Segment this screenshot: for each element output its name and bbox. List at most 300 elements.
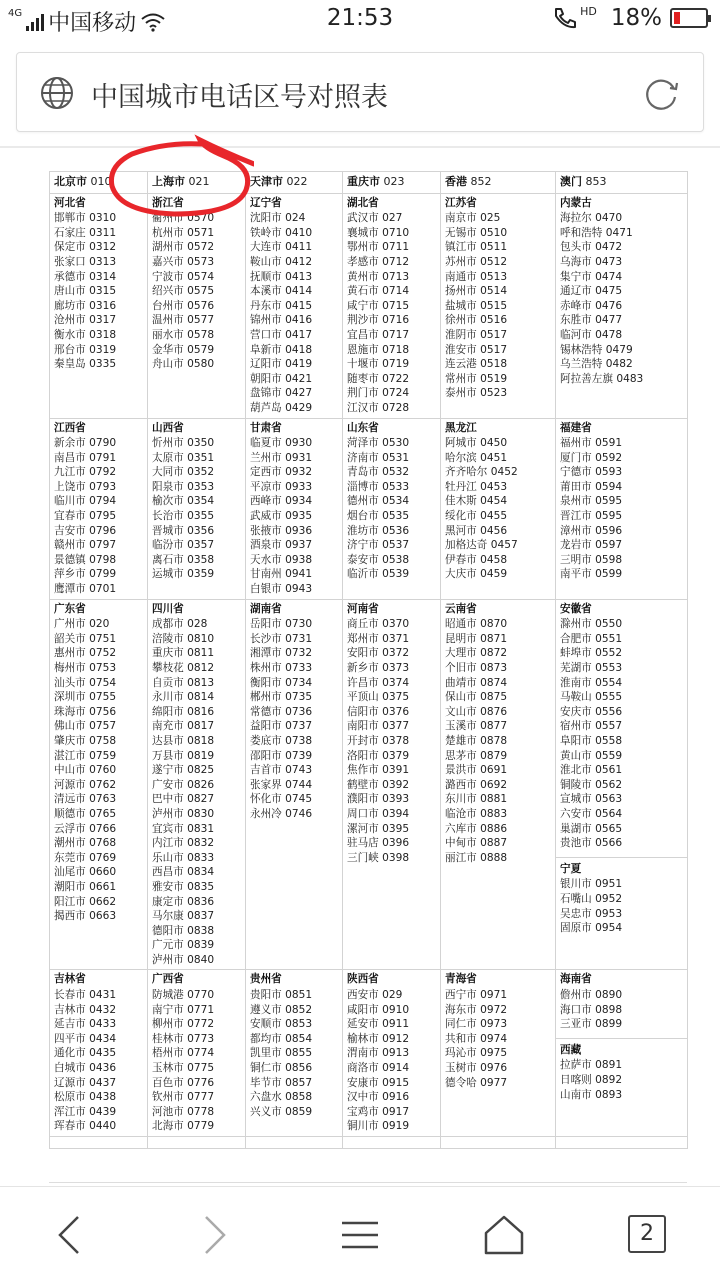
city-code-entry: 安康市 0915	[347, 1076, 410, 1089]
city-code-entry: 白城市 0436	[54, 1062, 117, 1075]
city-code-entry: 淮安市 0517	[445, 343, 508, 356]
city-code-entry: 乌海市 0473	[560, 255, 623, 268]
city-code-entry: 伊春市 0458	[445, 553, 508, 566]
province-cell	[246, 193, 343, 418]
spacer-cell	[556, 1137, 688, 1149]
city-code-entry: 松原市 0438	[54, 1091, 117, 1104]
city-code-entry: 河池市 0778	[152, 1105, 215, 1118]
city-code-entry: 乌兰浩特 0482	[560, 358, 633, 371]
city-code-entry: 衡水市 0318	[54, 328, 117, 341]
city-code-entry: 盘锦市 0427	[250, 387, 313, 400]
city-code-entry: 兰州市 0931	[250, 451, 313, 464]
city-code-entry: 阿拉善左旗 0483	[560, 372, 644, 385]
city-code-entry: 江汉市 0728	[347, 401, 410, 414]
city-code-entry: 长沙市 0731	[250, 632, 313, 645]
city-code-entry: 蚌埠市 0552	[560, 647, 623, 660]
province-name: 湖北省	[347, 196, 379, 209]
spacer-cell	[343, 1137, 441, 1149]
province-name: 甘肃省	[250, 421, 282, 434]
city-code-entry: 都均市 0854	[250, 1032, 313, 1045]
city-code-entry: 玉林市 0775	[152, 1062, 215, 1075]
city-code-entry: 衡阳市 0734	[250, 676, 313, 689]
city-code-entry: 北海市 0779	[152, 1120, 215, 1133]
city-code-entry: 嘉兴市 0573	[152, 255, 215, 268]
status-time: 21:53	[326, 5, 394, 31]
city-code-entry: 佛山市 0757	[54, 720, 117, 733]
city-code-entry: 襄城市 0710	[347, 226, 410, 239]
city-code-entry: 石嘴山 0952	[560, 892, 623, 905]
city-code-entry: 淮北市 0561	[560, 764, 623, 777]
city-code-entry: 济宁市 0537	[347, 539, 410, 552]
province-cell	[246, 970, 343, 1137]
city-code-entry: 马尔康 0837	[152, 910, 215, 923]
city-code-entry: 铜陵市 0562	[560, 778, 623, 791]
city-code-entry: 包头市 0472	[560, 241, 623, 254]
province-cell	[343, 418, 441, 599]
province-row	[50, 193, 688, 418]
city-code-entry: 银川市 0951	[560, 878, 623, 891]
city-code-entry: 六安市 0564	[560, 807, 623, 820]
globe-icon	[39, 75, 75, 111]
city-code-entry: 汕尾市 0660	[54, 866, 117, 879]
city-code-entry: 淮南市 0554	[560, 676, 623, 689]
city-code-entry: 铜仁市 0856	[250, 1062, 313, 1075]
city-code-entry: 宣城市 0563	[560, 793, 623, 806]
city-code-entry: 吴忠市 0953	[560, 907, 623, 920]
province-name: 贵州省	[250, 973, 282, 986]
city-code-entry: 玛沁市 0975	[445, 1047, 508, 1060]
city-code-entry: 呼和浩特 0471	[560, 226, 633, 239]
city-code-entry: 安顺市 0853	[250, 1018, 313, 1031]
city-code-entry: 德令哈 0977	[445, 1076, 508, 1089]
city-code-entry: 榆次市 0354	[152, 495, 215, 508]
city-code-entry: 潮阳市 0661	[54, 880, 117, 893]
province-name: 山东省	[347, 421, 379, 434]
city-code-entry: 营口市 0417	[250, 328, 313, 341]
province-cell	[50, 418, 148, 599]
city-code-entry: 深圳市 0755	[54, 691, 117, 704]
province-name: 广西省	[152, 973, 184, 986]
city-code-entry: 珲春市 0440	[54, 1120, 117, 1133]
city-code-entry: 宿州市 0557	[560, 720, 623, 733]
city-code-entry: 通辽市 0475	[560, 285, 623, 298]
city-code-entry: 三亚市 0899	[560, 1018, 623, 1031]
city-code-entry: 商丘市 0370	[347, 618, 410, 631]
city-code-entry: 河源市 0762	[54, 778, 117, 791]
menu-icon[interactable]	[336, 1211, 384, 1259]
city-code-entry: 清远市 0763	[54, 793, 117, 806]
city-code-entry: 成都市 028	[152, 618, 208, 631]
city-code-entry: 丽江市 0888	[445, 851, 508, 864]
city-code-entry: 本溪市 0414	[250, 285, 313, 298]
city-code-entry: 武汉市 027	[347, 212, 403, 225]
city-code-entry: 文山市 0876	[445, 705, 508, 718]
area-code-table	[49, 171, 688, 1149]
city-code-entry: 丽水市 0578	[152, 328, 215, 341]
city-code-entry: 朝阳市 0421	[250, 372, 313, 385]
city-code-entry: 阳泉市 0353	[152, 480, 215, 493]
browser-nav-bar	[0, 1186, 720, 1280]
battery-percent: 18%	[610, 5, 662, 31]
city-code-entry: 孝感市 0712	[347, 255, 410, 268]
city-code-entry: 自贡市 0813	[152, 676, 215, 689]
city-code-entry: 咸宁市 0715	[347, 299, 410, 312]
home-icon[interactable]	[480, 1211, 528, 1259]
city-code-entry: 衢州市 0570	[152, 212, 215, 225]
status-right	[552, 5, 708, 31]
city-code-entry: 儋州市 0890	[560, 989, 623, 1002]
province-cell	[556, 418, 688, 599]
city-code-entry: 怀化市 0745	[250, 793, 313, 806]
province-cell	[50, 970, 148, 1137]
city-code-entry: 韶关市 0751	[54, 632, 117, 645]
city-code-entry: 雅安市 0835	[152, 880, 215, 893]
city-code-entry: 济南市 0531	[347, 451, 410, 464]
city-code-entry: 海东市 0972	[445, 1003, 508, 1016]
city-code-entry: 鞍山市 0412	[250, 255, 313, 268]
header-cell: 天津市 022	[246, 172, 343, 194]
spacer-cell	[148, 1137, 246, 1149]
reload-icon[interactable]	[643, 75, 681, 113]
city-code-entry: 驻马店 0396	[347, 837, 410, 850]
city-code-entry: 上饶市 0793	[54, 480, 117, 493]
city-code-entry: 铜川市 0919	[347, 1120, 410, 1133]
city-code-entry: 西宁市 0971	[445, 989, 508, 1002]
city-code-entry: 德州市 0534	[347, 495, 410, 508]
city-code-entry: 牡丹江 0453	[445, 480, 508, 493]
city-code-entry: 达县市 0818	[152, 734, 215, 747]
city-code-entry: 荆门市 0724	[347, 387, 410, 400]
city-code-entry: 晋城市 0356	[152, 524, 215, 537]
city-code-entry: 淮坊市 0536	[347, 524, 410, 537]
province-name: 海南省	[560, 973, 592, 986]
table-spacer-row	[50, 1137, 688, 1149]
city-code-entry: 宜春市 0795	[54, 510, 117, 523]
city-code-entry: 大理市 0872	[445, 647, 508, 660]
city-code-entry: 临川市 0794	[54, 495, 117, 508]
province-cell	[556, 599, 688, 970]
city-code-entry: 防城港 0770	[152, 989, 215, 1002]
city-code-entry: 宝鸡市 0917	[347, 1105, 410, 1118]
city-code-entry: 温州市 0577	[152, 314, 215, 327]
spacer-cell	[441, 1137, 556, 1149]
province-name: 青海省	[445, 973, 477, 986]
city-code-entry: 焦作市 0391	[347, 764, 410, 777]
city-code-entry: 邯郸市 0310	[54, 212, 117, 225]
city-code-entry: 南平市 0599	[560, 568, 623, 581]
city-code-entry: 沈阳市 024	[250, 212, 306, 225]
city-code-entry: 大同市 0352	[152, 466, 215, 479]
city-code-entry: 临夏市 0930	[250, 437, 313, 450]
city-code-entry: 常德市 0736	[250, 705, 313, 718]
city-code-entry: 临沂市 0539	[347, 568, 410, 581]
city-code-entry: 安庆市 0556	[560, 705, 623, 718]
province-name: 四川省	[152, 602, 184, 615]
city-code-entry: 个旧市 0873	[445, 662, 508, 674]
province-name: 江西省	[54, 421, 86, 434]
province-cell	[556, 193, 688, 418]
province-cell	[246, 418, 343, 599]
city-code-entry: 揭西市 0663	[54, 910, 117, 923]
city-code-entry: 毕节市 0857	[250, 1076, 313, 1089]
province-cell	[441, 970, 556, 1137]
municipality-row	[50, 172, 688, 194]
city-code-entry: 新余市 0790	[54, 437, 117, 450]
city-code-entry: 漳州市 0596	[560, 524, 623, 537]
province-cell	[441, 418, 556, 599]
city-code-entry: 东川市 0881	[445, 793, 508, 806]
province-cell	[50, 193, 148, 418]
city-code-entry: 沧州市 0317	[54, 314, 117, 327]
city-code-entry: 固原市 0954	[560, 922, 623, 935]
city-code-entry: 宁波市 0574	[152, 270, 215, 283]
city-code-entry: 晋江市 0595	[560, 510, 623, 523]
city-code-entry: 恩施市 0718	[347, 343, 410, 356]
city-code-entry: 邢台市 0319	[54, 343, 117, 356]
back-icon[interactable]	[46, 1211, 94, 1259]
city-code-entry: 杭州市 0571	[152, 226, 215, 239]
city-code-entry: 日喀则 0892	[560, 1074, 623, 1087]
city-code-entry: 阜阳市 0558	[560, 734, 623, 747]
city-code-entry: 抚顺市 0413	[250, 270, 313, 283]
city-code-entry: 漯河市 0395	[347, 822, 410, 835]
city-code-entry: 重庆市 0811	[152, 647, 215, 660]
spacer-cell	[246, 1137, 343, 1149]
city-code-entry: 镇江市 0511	[445, 241, 508, 254]
province-name: 福建省	[560, 421, 592, 434]
header-cell: 重庆市 023	[343, 172, 441, 194]
city-code-entry: 景洪市 0691	[445, 764, 508, 777]
city-code-entry: 巢湖市 0565	[560, 822, 623, 835]
city-code-entry: 酒泉市 0937	[250, 539, 313, 552]
city-code-entry: 南京市 025	[445, 212, 501, 225]
province-cell	[343, 970, 441, 1137]
city-code-entry: 甘南州 0941	[250, 568, 313, 581]
city-code-entry: 阳江市 0662	[54, 895, 117, 908]
content-bottom-line	[49, 1182, 687, 1183]
province-cell	[50, 599, 148, 970]
address-bar[interactable]	[16, 52, 704, 132]
city-code-entry: 吉首市 0743	[250, 764, 313, 777]
city-code-entry: 连云港 0518	[445, 358, 508, 371]
province-cell	[148, 599, 246, 970]
city-code-entry: 赤峰市 0476	[560, 299, 623, 312]
city-code-entry: 郑州市 0371	[347, 632, 410, 645]
city-code-entry: 景德镇 0798	[54, 553, 117, 566]
city-code-entry: 随枣市 0722	[347, 372, 410, 385]
carrier-name: 中国移动	[48, 11, 137, 36]
city-code-entry: 盐城市 0515	[445, 299, 508, 312]
province-name: 内蒙古	[560, 196, 592, 209]
province-name: 黑龙江	[445, 421, 477, 434]
city-code-entry: 万县市 0819	[152, 749, 215, 762]
city-code-entry: 六盘水 0858	[250, 1091, 313, 1104]
city-code-entry: 福州市 0591	[560, 437, 623, 450]
call-icon	[552, 6, 578, 30]
city-code-entry: 六库市 0886	[445, 822, 508, 835]
province-name: 陕西省	[347, 973, 379, 986]
province-subsection	[556, 857, 687, 936]
city-code-entry: 苏州市 0512	[445, 255, 508, 268]
city-code-entry: 西昌市 0834	[152, 866, 215, 879]
city-code-entry: 台州市 0576	[152, 299, 215, 312]
city-code-entry: 天水市 0938	[250, 553, 313, 566]
city-code-entry: 湘潭市 0732	[250, 647, 313, 660]
province-cell	[441, 193, 556, 418]
city-code-entry: 吉安市 0796	[54, 524, 117, 537]
city-code-entry: 忻州市 0350	[152, 437, 215, 450]
province-cell	[343, 193, 441, 418]
city-code-entry: 株州市 0733	[250, 662, 313, 674]
city-code-entry: 通化市 0435	[54, 1047, 117, 1060]
city-code-entry: 黄州市 0713	[347, 270, 410, 283]
province-name: 云南省	[445, 602, 477, 615]
city-code-entry: 同仁市 0973	[445, 1018, 508, 1031]
city-code-entry: 临汾市 0357	[152, 539, 215, 552]
city-code-entry: 黄山市 0559	[560, 749, 623, 762]
city-code-entry: 邵阳市 0739	[250, 749, 313, 762]
city-code-entry: 许昌市 0374	[347, 676, 410, 689]
city-code-entry: 潞西市 0692	[445, 778, 508, 791]
city-code-entry: 离石市 0358	[152, 553, 215, 566]
city-code-entry: 南充市 0817	[152, 720, 215, 733]
province-name: 江苏省	[445, 196, 477, 209]
city-code-entry: 宜昌市 0717	[347, 328, 410, 341]
city-code-entry: 保定市 0312	[54, 241, 117, 254]
city-code-entry: 潮州市 0768	[54, 837, 117, 850]
battery-icon	[670, 8, 708, 28]
city-code-entry: 新乡市 0373	[347, 662, 410, 674]
province-name: 河南省	[347, 602, 379, 615]
city-code-entry: 泰州市 0523	[445, 387, 508, 400]
city-code-entry: 三明市 0598	[560, 553, 623, 566]
city-code-entry: 临河市 0478	[560, 328, 623, 341]
city-code-entry: 永川市 0814	[152, 691, 215, 704]
city-code-entry: 永州冷 0746	[250, 807, 313, 820]
city-code-entry: 辽阳市 0419	[250, 358, 313, 371]
city-code-entry: 延安市 0911	[347, 1018, 410, 1031]
header-cell: 澳门 853	[556, 172, 688, 194]
city-code-entry: 运城市 0359	[152, 568, 215, 581]
city-code-entry: 珠海市 0756	[54, 705, 117, 718]
city-code-entry: 辽源市 0437	[54, 1076, 117, 1089]
city-code-entry: 白银市 0943	[250, 583, 313, 596]
status-bar	[0, 0, 720, 38]
city-code-entry: 山南市 0893	[560, 1088, 623, 1101]
city-code-entry: 厦门市 0592	[560, 451, 623, 464]
city-code-entry: 锦州市 0416	[250, 314, 313, 327]
city-code-entry: 泰安市 0538	[347, 553, 410, 566]
city-code-entry: 贵阳市 0851	[250, 989, 313, 1002]
province-name: 山西省	[152, 421, 184, 434]
city-code-entry: 张掖市 0936	[250, 524, 313, 537]
city-code-entry: 锡林浩特 0479	[560, 343, 633, 356]
city-code-entry: 马鞍山 0555	[560, 691, 623, 704]
page-divider	[0, 146, 720, 148]
province-name: 河北省	[54, 196, 86, 209]
city-code-entry: 广元市 0839	[152, 939, 215, 952]
city-code-entry: 赣州市 0797	[54, 539, 117, 552]
city-code-entry: 齐齐哈尔 0452	[445, 466, 518, 479]
city-code-entry: 攀枝花 0812	[152, 662, 215, 674]
forward-icon[interactable]	[190, 1211, 238, 1259]
city-code-entry: 延吉市 0433	[54, 1018, 117, 1031]
city-code-entry: 四平市 0434	[54, 1032, 117, 1045]
city-code-entry: 桂林市 0773	[152, 1032, 215, 1045]
province-name: 安徽省	[560, 602, 592, 615]
city-code-entry: 开封市 0378	[347, 734, 410, 747]
city-code-entry: 南阳市 0377	[347, 720, 410, 733]
city-code-entry: 乐山市 0833	[152, 851, 215, 864]
city-code-entry: 宜宾市 0831	[152, 822, 215, 835]
city-code-entry: 丹东市 0415	[250, 299, 313, 312]
city-code-entry: 洛阳市 0379	[347, 749, 410, 762]
header-cell: 香港 852	[441, 172, 556, 194]
spacer-cell	[50, 1137, 148, 1149]
page-title: 中国城市电话区号对照表	[91, 82, 388, 113]
city-code-entry: 淮阴市 0517	[445, 328, 508, 341]
city-code-entry: 定西市 0932	[250, 466, 313, 479]
header-cell: 上海市 021	[148, 172, 246, 194]
province-cell	[148, 418, 246, 599]
city-code-entry: 吉林市 0432	[54, 1003, 117, 1016]
city-code-entry: 龙岩市 0597	[560, 539, 623, 552]
city-code-entry: 岳阳市 0730	[250, 618, 313, 631]
city-code-entry: 扬州市 0514	[445, 285, 508, 298]
city-code-entry: 十堰市 0719	[347, 358, 410, 371]
city-code-entry: 芜湖市 0553	[560, 662, 623, 674]
city-code-entry: 菏泽市 0530	[347, 437, 410, 450]
city-code-entry: 哈尔滨 0451	[445, 451, 508, 464]
city-code-entry: 信阳市 0376	[347, 705, 410, 718]
city-code-entry: 凯里市 0855	[250, 1047, 313, 1060]
city-code-entry: 秦皇岛 0335	[54, 358, 117, 371]
city-code-entry: 顺德市 0765	[54, 807, 117, 820]
city-code-entry: 玉溪市 0877	[445, 720, 508, 733]
city-code-entry: 惠州市 0752	[54, 647, 117, 660]
tab-count-button[interactable]: 2	[628, 1215, 666, 1253]
city-code-entry: 萍乡市 0799	[54, 568, 117, 581]
city-code-entry: 肇庆市 0758	[54, 734, 117, 747]
province-name: 浙江省	[152, 196, 184, 209]
city-code-entry: 梧州市 0774	[152, 1047, 215, 1060]
city-code-entry: 保山市 0875	[445, 691, 508, 704]
city-code-entry: 承德市 0314	[54, 270, 117, 283]
city-code-entry: 楚雄市 0878	[445, 734, 508, 747]
city-code-entry: 淄博市 0533	[347, 480, 410, 493]
province-name: 吉林省	[54, 973, 86, 986]
city-code-entry: 西峰市 0934	[250, 495, 313, 508]
city-code-entry: 昆明市 0871	[445, 632, 508, 645]
city-code-entry: 康定市 0836	[152, 895, 215, 908]
city-code-entry: 娄底市 0738	[250, 734, 313, 747]
city-code-entry: 长春市 0431	[54, 989, 117, 1002]
city-code-entry: 三门峡 0398	[347, 851, 410, 864]
city-code-entry: 南宁市 0771	[152, 1003, 215, 1016]
city-code-entry: 绥化市 0455	[445, 510, 508, 523]
city-code-entry: 汕头市 0754	[54, 676, 117, 689]
city-code-entry: 郴州市 0735	[250, 691, 313, 704]
city-code-entry: 广安市 0826	[152, 778, 215, 791]
city-code-entry: 张家界 0744	[250, 778, 313, 791]
city-code-entry: 榆林市 0912	[347, 1032, 410, 1045]
city-code-entry: 思茅市 0879	[445, 749, 508, 762]
city-code-entry: 莆田市 0594	[560, 480, 623, 493]
city-code-entry: 唐山市 0315	[54, 285, 117, 298]
province-name: 西藏	[560, 1043, 582, 1056]
city-code-entry: 集宁市 0474	[560, 270, 623, 283]
city-code-entry: 鄂州市 0711	[347, 241, 410, 254]
